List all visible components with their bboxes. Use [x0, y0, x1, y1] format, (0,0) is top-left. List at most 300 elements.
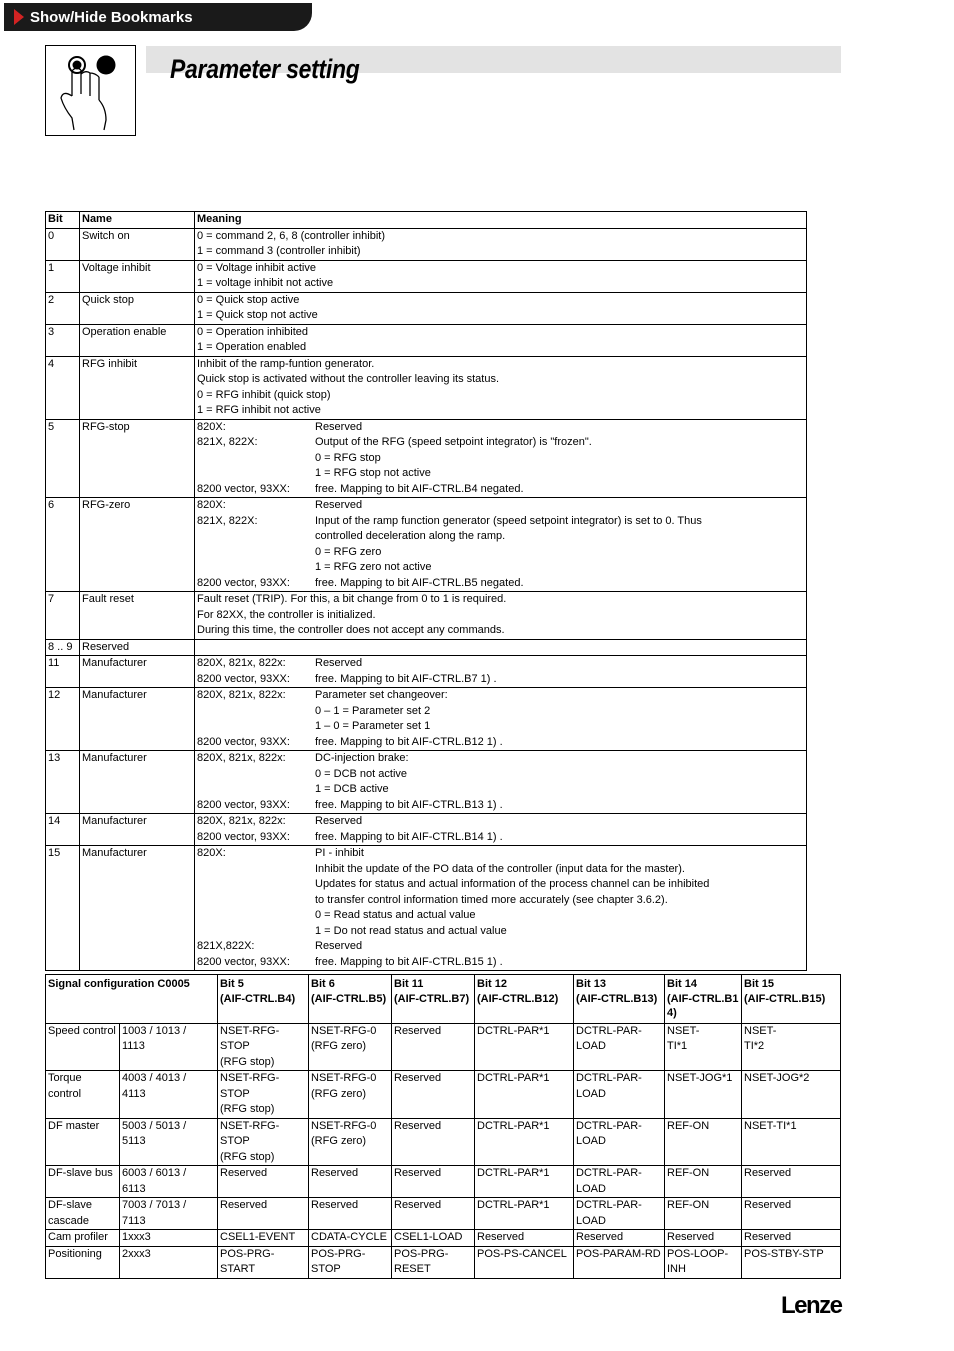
- meaning-cell: [195, 846, 807, 971]
- meaning-text: free. Mapping to bit AIF-CTRL.B5 negated.: [315, 576, 524, 589]
- meaning-line: 0 = Operation inhibited: [197, 325, 308, 338]
- signal-cell: [218, 1118, 309, 1166]
- signal-cell: [665, 1246, 742, 1278]
- cell-line: DCTRL-PAR*1: [477, 1072, 550, 1084]
- control-word-bit-table: [45, 211, 807, 971]
- cell-line: POS-STBY-STP: [744, 1247, 824, 1260]
- meaning-cell: [195, 751, 807, 814]
- meaning-variant: 8200 vector, 93XX:: [197, 735, 290, 748]
- meaning-line: Inhibit of the ramp-funtion generator.: [197, 357, 375, 370]
- table-row: [46, 1023, 841, 1071]
- meaning-variant: [197, 719, 315, 735]
- cell-line: 4): [667, 1007, 677, 1019]
- signal-cell: [574, 1071, 665, 1119]
- signal-cell: [475, 1246, 574, 1278]
- signal-cell: [46, 1246, 120, 1278]
- table-row: [46, 1071, 841, 1119]
- signal-header-cell: [475, 975, 574, 1024]
- cell-line: Signal configuration C0005: [48, 978, 190, 990]
- cell-line: NSET-TI*1: [744, 1119, 797, 1132]
- meaning-line: [197, 924, 804, 940]
- meaning-text: free. Mapping to bit AIF-CTRL.B7 1) .: [315, 672, 497, 685]
- meaning-variant: 8200 vector, 93XX:: [197, 798, 290, 811]
- table-row: [46, 356, 807, 419]
- name-cell: RFG-zero: [80, 498, 195, 592]
- meaning-cell: [195, 639, 807, 656]
- meaning-variant: 8200 vector, 93XX:: [197, 830, 290, 843]
- signal-cell: [392, 1198, 475, 1230]
- cell-line: TI*1: [667, 1040, 688, 1052]
- meaning-variant: [197, 877, 315, 893]
- meaning-text: free. Mapping to bit AIF-CTRL.B4 negated.: [315, 482, 524, 495]
- cell-line: Cam profiler: [48, 1231, 108, 1243]
- signal-cell: [665, 1166, 742, 1198]
- meaning-text: free. Mapping to bit AIF-CTRL.B14 1) .: [315, 830, 503, 843]
- cell-line: 4003 / 4013 /: [122, 1072, 187, 1084]
- signal-cell: [392, 1071, 475, 1119]
- meaning-line: 0 = command 2, 6, 8 (controller inhibit): [197, 229, 386, 242]
- meaning-variant: 820X:: [197, 499, 226, 511]
- signal-cell: [309, 1246, 392, 1278]
- cell-line: Reserved: [394, 1167, 442, 1179]
- meaning-cell: [195, 260, 807, 292]
- table-row: [46, 1198, 841, 1230]
- cell-line: Bit 13: [576, 978, 606, 990]
- meaning-text: Reserved: [315, 657, 363, 669]
- signal-cell: [665, 1071, 742, 1119]
- cell-line: Reserved: [311, 1167, 359, 1179]
- triangle-right-icon: [14, 9, 24, 25]
- signal-cell: [46, 1198, 120, 1230]
- signal-cell: [665, 1118, 742, 1166]
- name-cell: Switch on: [80, 228, 195, 260]
- cell-line: DCTRL-PAR-: [576, 1119, 642, 1132]
- meaning-text: 0 – 1 = Parameter set 2: [315, 704, 431, 717]
- signal-cell: [120, 1118, 218, 1166]
- cell-line: NSET-RFG-0: [311, 1024, 377, 1037]
- cell-line: DCTRL-PAR*1: [477, 1199, 550, 1211]
- meaning-line: 1 = command 3 (controller inhibit): [197, 245, 361, 257]
- name-cell: Quick stop: [80, 292, 195, 324]
- meaning-variant: 820X, 821x, 822x:: [197, 815, 286, 827]
- meaning-cell: [195, 419, 807, 498]
- cell-line: DCTRL-PAR-: [576, 1024, 642, 1037]
- signal-cell: [309, 1118, 392, 1166]
- signal-cell: [218, 1230, 309, 1247]
- meaning-line: [197, 482, 804, 498]
- meaning-text: 0 = RFG zero: [315, 545, 382, 558]
- cell-line: Reserved: [744, 1199, 792, 1211]
- meaning-variant: [197, 893, 315, 909]
- cell-line: DCTRL-PAR-: [576, 1072, 642, 1084]
- cell-line: POS-PRG-STOP: [311, 1247, 366, 1275]
- bit-cell: 4: [46, 356, 80, 419]
- meaning-text: Reserved: [315, 815, 363, 827]
- cell-line: POS-LOOP-: [667, 1247, 729, 1260]
- cell-line: NSET-RFG-0: [311, 1119, 377, 1132]
- signal-cell: [475, 1118, 574, 1166]
- cell-line: NSET-: [744, 1024, 777, 1037]
- meaning-line: 0 = Quick stop active: [197, 293, 300, 306]
- cell-line: Bit 15: [744, 978, 774, 990]
- meaning-variant: 820X, 821x, 822x:: [197, 752, 286, 764]
- cell-line: DF-slave bus: [48, 1167, 113, 1179]
- cell-line: Torque: [48, 1072, 82, 1084]
- meaning-variant: [197, 466, 315, 482]
- cell-line: DCTRL-PAR-: [576, 1199, 642, 1211]
- meaning-line: [197, 939, 804, 955]
- meaning-line: [197, 576, 804, 592]
- name-cell: Manufacturer: [80, 656, 195, 688]
- meaning-line: Fault reset (TRIP). For this, a bit change from 0 to 1 is required.: [197, 593, 507, 605]
- cell-line: (AIF-CTRL.B4): [220, 992, 296, 1005]
- table-row: [46, 1246, 841, 1278]
- meaning-variant: [197, 767, 315, 783]
- cell-line: Bit 6: [311, 978, 335, 990]
- meaning-variant: [197, 924, 315, 940]
- bit-cell: 5: [46, 419, 80, 498]
- signal-cell: [218, 1198, 309, 1230]
- meaning-line: [197, 498, 804, 514]
- meaning-line: During this time, the controller does not accept any commands.: [197, 624, 505, 636]
- meaning-text: 1 – 0 = Parameter set 1: [315, 720, 431, 732]
- cell-line: 7003 / 7013 /: [122, 1199, 187, 1211]
- cell-line: Reserved: [667, 1231, 715, 1243]
- cell-line: REF-ON: [667, 1199, 710, 1211]
- cell-line: 5003 / 5013 /: [122, 1119, 187, 1132]
- table-row: [46, 324, 807, 356]
- meaning-variant: [197, 560, 315, 576]
- cell-line: NSET-RFG-STOP: [220, 1024, 280, 1052]
- meaning-line: [197, 640, 804, 656]
- meaning-variant: 8200 vector, 93XX:: [197, 576, 290, 589]
- meaning-variant: [197, 908, 315, 924]
- signal-cell: [46, 1230, 120, 1247]
- meaning-line: [197, 466, 804, 482]
- cell-line: (AIF-CTRL.B15): [744, 992, 826, 1005]
- cell-line: POS-PS-CANCEL: [477, 1247, 567, 1260]
- cell-line: Bit 5: [220, 978, 244, 990]
- meaning-text: Inhibit the update of the PO data of the controller (input data for the master).: [315, 862, 685, 875]
- meaning-text: 0 = DCB not active: [315, 767, 408, 780]
- meaning-variant: [197, 782, 315, 798]
- cell-line: (AIF-CTRL.B13): [576, 992, 658, 1005]
- cell-line: DCTRL-PAR*1: [477, 1119, 550, 1132]
- signal-cell: [742, 1071, 841, 1119]
- meaning-text: PI - inhibit: [315, 847, 364, 859]
- meaning-line: [197, 545, 804, 561]
- table-header-row: [46, 975, 841, 1024]
- cell-line: Reserved: [394, 1072, 442, 1084]
- cell-line: Reserved: [477, 1231, 525, 1243]
- meaning-text: 0 = RFG stop: [315, 451, 381, 464]
- cell-line: 2xxx3: [122, 1247, 151, 1260]
- cell-line: (RFG zero): [311, 1087, 366, 1100]
- meaning-cell: [195, 656, 807, 688]
- cell-line: DF-slave: [48, 1199, 93, 1211]
- cell-line: (AIF-CTRL.B7): [394, 992, 470, 1005]
- meaning-line: [197, 529, 804, 545]
- meaning-text: to transfer control information timed more accurately (see chapter 3.6.2).: [315, 893, 668, 906]
- cell-line: DCTRL-PAR-: [576, 1167, 642, 1179]
- cell-line: (RFG zero): [311, 1135, 366, 1147]
- cell-line: NSET-RFG-STOP: [220, 1119, 280, 1147]
- bookmarks-label: Show/Hide Bookmarks: [30, 8, 193, 26]
- cell-line: DCTRL-PAR*1: [477, 1024, 550, 1037]
- signal-cell: [120, 1023, 218, 1071]
- bit-cell: 2: [46, 292, 80, 324]
- signal-cell: [218, 1166, 309, 1198]
- meaning-line: [197, 719, 804, 735]
- cell-line: (AIF-CTRL.B5): [311, 992, 387, 1005]
- meaning-line: [197, 751, 804, 767]
- meaning-text: free. Mapping to bit AIF-CTRL.B15 1) .: [315, 955, 503, 968]
- signal-configuration-table: [45, 974, 841, 1279]
- meaning-line: [197, 704, 804, 720]
- cell-line: POS-PARAM-RD: [576, 1247, 661, 1260]
- cell-line: Reserved: [744, 1167, 792, 1179]
- signal-cell: [392, 1118, 475, 1166]
- meaning-line: [197, 435, 804, 451]
- signal-cell: [475, 1071, 574, 1119]
- meaning-line: [197, 955, 804, 971]
- table-row: [46, 498, 807, 592]
- show-hide-bookmarks-button[interactable]: [4, 3, 312, 31]
- table-row: [46, 814, 807, 846]
- table-row: [46, 260, 807, 292]
- signal-cell: [574, 1230, 665, 1247]
- bit-cell: 11: [46, 656, 80, 688]
- meaning-text: free. Mapping to bit AIF-CTRL.B12 1) .: [315, 735, 503, 748]
- meaning-variant: 8200 vector, 93XX:: [197, 482, 290, 495]
- meaning-variant: [197, 704, 315, 720]
- name-cell: Operation enable: [80, 324, 195, 356]
- meaning-variant: 8200 vector, 93XX:: [197, 955, 290, 968]
- signal-cell: [742, 1118, 841, 1166]
- meaning-variant: [197, 451, 315, 467]
- signal-cell: [574, 1166, 665, 1198]
- meaning-cell: [195, 292, 807, 324]
- header-name: Name: [80, 212, 195, 229]
- signal-cell: [392, 1023, 475, 1071]
- meaning-variant: 821X, 822X:: [197, 436, 258, 448]
- signal-cell: [742, 1198, 841, 1230]
- cell-line: POS-PRG-START: [220, 1247, 275, 1275]
- cell-line: NSET-JOG*2: [744, 1072, 810, 1084]
- signal-cell: [574, 1118, 665, 1166]
- signal-cell: [309, 1230, 392, 1247]
- cell-line: 5113: [122, 1135, 146, 1147]
- cell-line: NSET-JOG*1: [667, 1072, 733, 1084]
- meaning-line: [197, 830, 804, 846]
- signal-cell: [475, 1166, 574, 1198]
- signal-cell: [46, 1071, 120, 1119]
- bit-cell: 6: [46, 498, 80, 592]
- cell-line: NSET-: [667, 1024, 700, 1037]
- meaning-line: [197, 672, 804, 688]
- meaning-line: [197, 688, 804, 704]
- table-row: [46, 1166, 841, 1198]
- table-header-row: [46, 212, 807, 229]
- bit-cell: 14: [46, 814, 80, 846]
- meaning-variant: 820X:: [197, 847, 226, 859]
- meaning-text: Reserved: [315, 499, 363, 511]
- name-cell: Fault reset: [80, 592, 195, 640]
- signal-cell: [574, 1023, 665, 1071]
- signal-cell: [665, 1023, 742, 1071]
- table-row: [46, 639, 807, 656]
- cell-line: (RFG stop): [220, 1103, 275, 1115]
- meaning-line: 1 = Quick stop not active: [197, 309, 318, 321]
- signal-header-cell: [392, 975, 475, 1024]
- meaning-line: [197, 798, 804, 814]
- signal-cell: [46, 1118, 120, 1166]
- signal-cell: [218, 1246, 309, 1278]
- meaning-cell: [195, 324, 807, 356]
- cell-line: INH: [667, 1263, 686, 1275]
- meaning-text: 1 = RFG stop not active: [315, 467, 431, 479]
- meaning-line: [197, 514, 804, 530]
- meaning-variant: 820X, 821x, 822x:: [197, 657, 286, 669]
- cell-line: Reserved: [311, 1199, 359, 1211]
- cell-line: Bit 11: [394, 978, 424, 990]
- cell-line: LOAD: [576, 1135, 606, 1147]
- meaning-text: Output of the RFG (speed setpoint integrator) is "frozen".: [315, 436, 592, 448]
- meaning-line: 1 = voltage inhibit not active: [197, 277, 334, 289]
- cell-line: Bit 12: [477, 978, 507, 990]
- cell-line: Positioning: [48, 1247, 102, 1260]
- meaning-line: [197, 908, 804, 924]
- cell-line: (AIF-CTRL.B12): [477, 992, 559, 1005]
- meaning-text: DC-injection brake:: [315, 752, 409, 764]
- cell-line: 7113: [122, 1214, 146, 1227]
- hand-pressing-button-icon: [45, 45, 136, 136]
- signal-cell: [309, 1166, 392, 1198]
- cell-line: cascade: [48, 1214, 89, 1227]
- cell-line: NSET-RFG-0: [311, 1072, 377, 1084]
- cell-line: RESET: [394, 1263, 431, 1275]
- cell-line: Reserved: [394, 1199, 442, 1211]
- signal-cell: [309, 1198, 392, 1230]
- meaning-variant: 820X, 821x, 822x:: [197, 689, 286, 701]
- meaning-variant: [197, 862, 315, 878]
- meaning-line: [197, 560, 804, 576]
- meaning-text: Parameter set changeover:: [315, 689, 448, 701]
- signal-cell: [574, 1246, 665, 1278]
- meaning-line: [197, 451, 804, 467]
- signal-cell: [120, 1246, 218, 1278]
- bit-cell: 13: [46, 751, 80, 814]
- signal-cell: [120, 1198, 218, 1230]
- meaning-cell: [195, 356, 807, 419]
- cell-line: Reserved: [576, 1231, 624, 1243]
- name-cell: RFG inhibit: [80, 356, 195, 419]
- meaning-line: For 82XX, the controller is initialized.: [197, 608, 376, 621]
- meaning-line: [197, 735, 804, 751]
- table-row: [46, 292, 807, 324]
- signal-cell: [475, 1230, 574, 1247]
- meaning-line: [197, 767, 804, 783]
- meaning-cell: [195, 228, 807, 260]
- cell-line: 1xxx3: [122, 1231, 151, 1243]
- name-cell: RFG-stop: [80, 419, 195, 498]
- meaning-variant: 820X:: [197, 420, 226, 433]
- header-bit: Bit: [46, 212, 80, 229]
- cell-line: 6003 / 6013 /: [122, 1167, 187, 1179]
- signal-cell: [742, 1166, 841, 1198]
- meaning-line: [197, 814, 804, 830]
- cell-line: Reserved: [394, 1024, 442, 1037]
- cell-line: Reserved: [744, 1231, 792, 1243]
- meaning-line: [197, 877, 804, 893]
- signal-header-cell: [665, 975, 742, 1024]
- meaning-text: 1 = Do not read status and actual value: [315, 924, 507, 937]
- bit-cell: 12: [46, 688, 80, 751]
- signal-cell: [742, 1230, 841, 1247]
- meaning-cell: [195, 814, 807, 846]
- signal-header-cell: [742, 975, 841, 1024]
- table-row: [46, 1230, 841, 1247]
- meaning-line: [197, 846, 804, 862]
- cell-line: Reserved: [394, 1119, 442, 1132]
- cell-line: Reserved: [220, 1167, 268, 1179]
- meaning-variant: [197, 545, 315, 561]
- cell-line: 6113: [122, 1182, 146, 1195]
- meaning-text: Reserved: [315, 420, 363, 433]
- cell-line: LOAD: [576, 1214, 606, 1227]
- signal-cell: [392, 1166, 475, 1198]
- signal-cell: [392, 1246, 475, 1278]
- cell-line: (AIF-CTRL.B1: [667, 992, 739, 1005]
- cell-line: LOAD: [576, 1182, 606, 1195]
- meaning-variant: 821X, 822X:: [197, 514, 258, 527]
- table-row: [46, 846, 807, 971]
- signal-cell: [574, 1198, 665, 1230]
- meaning-text: free. Mapping to bit AIF-CTRL.B13 1) .: [315, 798, 503, 811]
- meaning-line: [197, 782, 804, 798]
- meaning-line: [197, 656, 804, 672]
- signal-header-cell: [309, 975, 392, 1024]
- name-cell: Reserved: [80, 639, 195, 656]
- meaning-line: [197, 862, 804, 878]
- name-cell: Voltage inhibit: [80, 260, 195, 292]
- cell-line: (RFG stop): [220, 1055, 275, 1068]
- meaning-cell: [195, 498, 807, 592]
- signal-cell: [742, 1246, 841, 1278]
- cell-line: DF master: [48, 1119, 100, 1132]
- signal-cell: [392, 1230, 475, 1247]
- cell-line: REF-ON: [667, 1119, 710, 1132]
- meaning-text: Updates for status and actual information of the process channel can be inhibited: [315, 878, 710, 890]
- cell-line: (RFG zero): [311, 1040, 366, 1052]
- cell-line: Bit 14: [667, 978, 697, 990]
- meaning-line: [197, 893, 804, 909]
- cell-line: Speed control: [48, 1024, 116, 1037]
- cell-line: LOAD: [576, 1087, 606, 1100]
- signal-cell: [120, 1230, 218, 1247]
- bit-cell: 1: [46, 260, 80, 292]
- signal-cell: [475, 1198, 574, 1230]
- lenze-logo: Lenze: [781, 1292, 842, 1319]
- signal-cell: [742, 1023, 841, 1071]
- cell-line: 4113: [122, 1087, 146, 1100]
- signal-cell: [120, 1166, 218, 1198]
- cell-line: CSEL1-LOAD: [394, 1231, 463, 1243]
- meaning-text: Reserved: [315, 940, 363, 952]
- meaning-text: 0 = Read status and actual value: [315, 909, 476, 921]
- cell-line: TI*2: [744, 1040, 765, 1052]
- cell-line: 1113: [122, 1040, 145, 1052]
